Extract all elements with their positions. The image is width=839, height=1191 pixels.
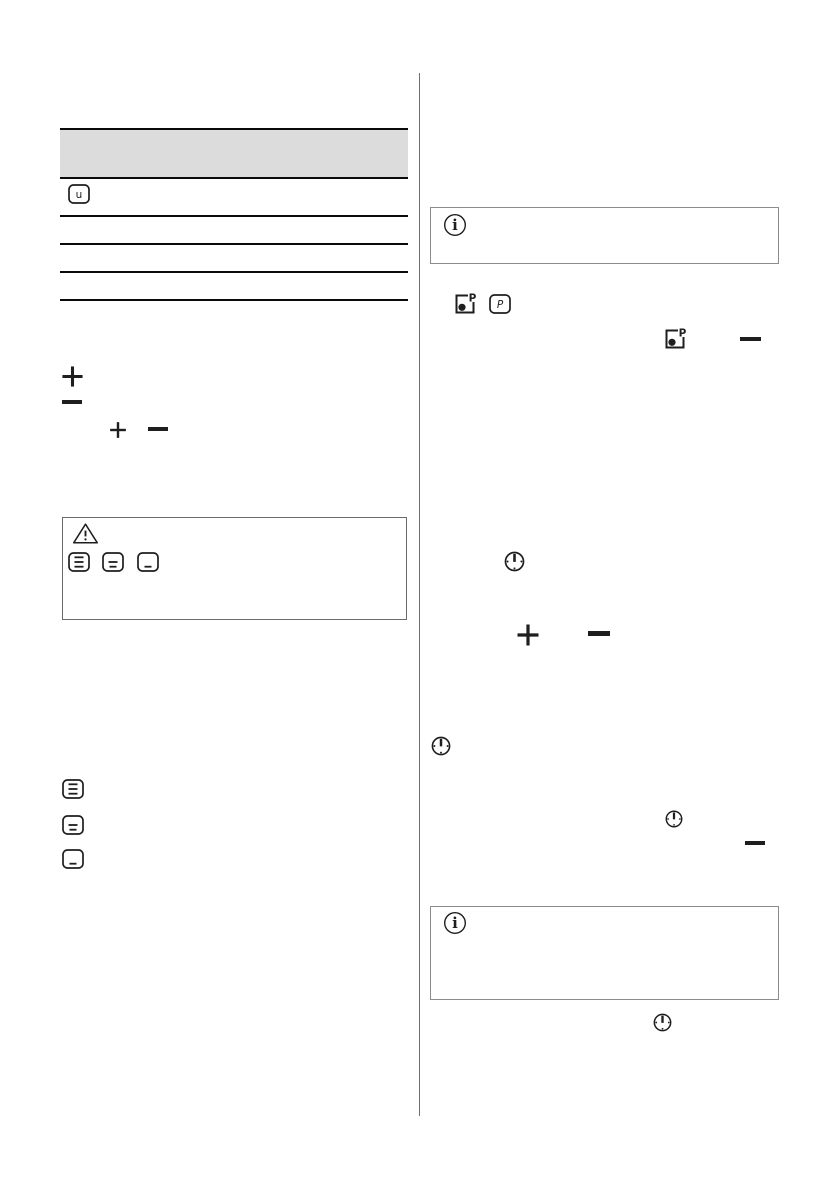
warning-triangle-icon bbox=[72, 522, 99, 545]
timer-icon bbox=[431, 736, 451, 756]
plus-key-icon bbox=[61, 365, 84, 388]
table-header-rule bbox=[60, 177, 408, 179]
minus-key-icon bbox=[740, 337, 761, 341]
info-box bbox=[430, 906, 779, 1000]
power-key-icon bbox=[489, 294, 511, 314]
minus-key-icon-small bbox=[148, 427, 168, 431]
heat-setting-key-high-icon bbox=[62, 779, 84, 799]
column-divider bbox=[419, 73, 420, 1116]
heat-setting-key-medium-icon bbox=[102, 552, 124, 572]
info-icon bbox=[443, 911, 467, 935]
power-sensor-field-icon bbox=[663, 326, 689, 350]
table-row-rule bbox=[60, 243, 408, 245]
heat-setting-key-high-icon bbox=[68, 552, 90, 572]
table-bottom-rule bbox=[60, 299, 408, 301]
table-row-rule bbox=[60, 271, 408, 273]
heat-setting-key-medium-icon bbox=[62, 815, 84, 835]
minus-key-icon bbox=[62, 400, 82, 404]
heat-setting-key-low-icon bbox=[137, 552, 159, 572]
info-icon bbox=[443, 213, 467, 237]
minus-key-icon bbox=[588, 631, 610, 636]
minus-key-icon bbox=[745, 841, 765, 845]
residual-heat-indicator-key-icon bbox=[68, 184, 90, 204]
timer-icon bbox=[665, 810, 683, 828]
table-header-band bbox=[60, 130, 408, 177]
timer-icon bbox=[653, 1013, 672, 1032]
plus-key-icon bbox=[516, 623, 540, 647]
timer-icon bbox=[504, 551, 525, 572]
info-box bbox=[430, 207, 779, 264]
heat-setting-key-low-icon bbox=[62, 849, 84, 869]
power-sensor-field-icon bbox=[453, 291, 479, 315]
plus-key-icon-small bbox=[109, 421, 127, 439]
table-row-rule bbox=[60, 215, 408, 217]
